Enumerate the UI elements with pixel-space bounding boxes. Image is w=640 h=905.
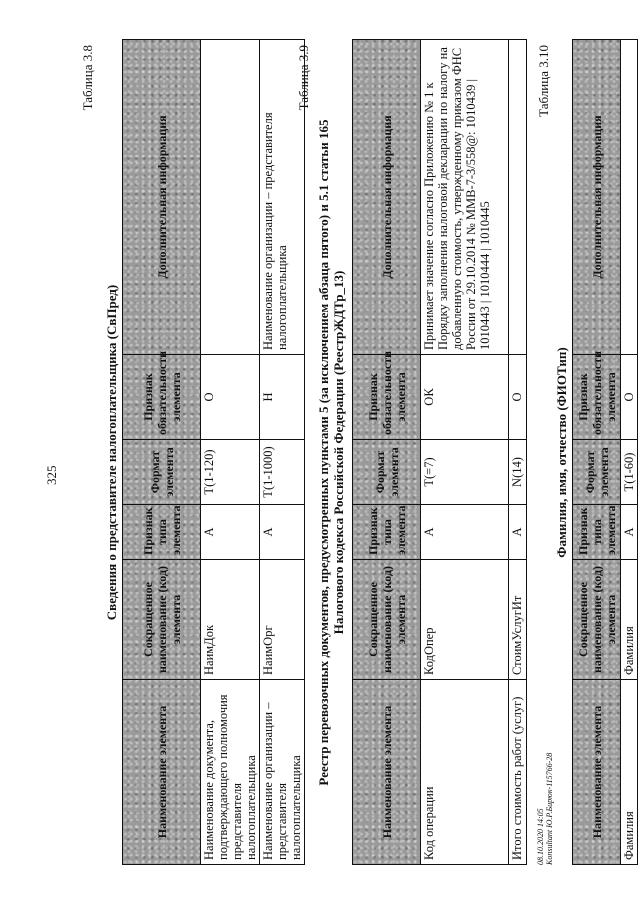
table-3-8-label: Таблица 3.8 bbox=[80, 45, 95, 111]
cell-element-name: Итого стоимость работ (услуг) bbox=[509, 680, 527, 865]
header-cell: Формат элемента bbox=[573, 440, 621, 505]
header-cell: Признак типа элемента bbox=[573, 505, 621, 560]
cell-format: N(14) bbox=[509, 440, 527, 505]
table-3-10 bbox=[572, 39, 638, 865]
header-cell: Наименование элемента bbox=[353, 680, 421, 865]
cell-format: T(1-1000) bbox=[260, 440, 305, 505]
stamp-source: Konsultant Ю.Р.Бирюк-115766-28 bbox=[545, 752, 554, 865]
table-3-8 bbox=[122, 39, 305, 865]
header-cell: Сокращенное наименование (код) элемента bbox=[123, 560, 201, 680]
header-cell: Признак обязательности элемента bbox=[573, 355, 621, 440]
table-row bbox=[201, 40, 260, 865]
cell-required: О bbox=[621, 355, 638, 440]
cell-element-name: Наименование организации – представителя налогоплательщика bbox=[260, 680, 305, 865]
cell-required: ОК bbox=[421, 355, 509, 440]
cell-format: T(=7) bbox=[421, 440, 509, 505]
table-3-9-title-line1: Реестр перевозочных документов, предусмотренных пунктами 5 (за исключением абзаца пятого) и 5.1 статьи 165 bbox=[316, 119, 331, 786]
header-cell: Дополнительная информация bbox=[123, 40, 201, 355]
header-cell: Наименование элемента bbox=[573, 680, 621, 865]
header-cell: Признак типа элемента bbox=[123, 505, 201, 560]
cell-required: Н bbox=[260, 355, 305, 440]
header-cell: Сокращенное наименование (код) элемента bbox=[353, 560, 421, 680]
header-cell: Признак обязательности элемента bbox=[123, 355, 201, 440]
header-cell: Дополнительная информация bbox=[353, 40, 421, 355]
print-stamp bbox=[536, 665, 554, 865]
page-number: 325 bbox=[44, 465, 59, 485]
table-3-9 bbox=[352, 39, 527, 865]
table-3-9-title-line2: Налогового кодекса Российской Федерации (РеестрЖДТр_13) bbox=[331, 270, 346, 635]
cell-type: А bbox=[621, 505, 638, 560]
cell-info bbox=[621, 40, 638, 355]
cell-required: О bbox=[201, 355, 260, 440]
cell-code: КодОпер bbox=[421, 560, 509, 680]
header-cell: Формат элемента bbox=[123, 440, 201, 505]
stamp-date: 08.10.2020 14:05 bbox=[536, 808, 545, 865]
header-cell: Наименование элемента bbox=[123, 680, 201, 865]
cell-element-name: Наименование документа, подтверждающего полномочия представителя налогоплательщика bbox=[201, 680, 260, 865]
table-3-10-label: Таблица 3.10 bbox=[536, 45, 551, 117]
cell-code: НаимДок bbox=[201, 560, 260, 680]
cell-element-name: Фамилия bbox=[621, 680, 638, 865]
cell-type: А bbox=[421, 505, 509, 560]
cell-code: НаимОрг bbox=[260, 560, 305, 680]
header-cell: Признак обязательности элемента bbox=[353, 355, 421, 440]
cell-code: Фамилия bbox=[621, 560, 638, 680]
header-cell: Формат элемента bbox=[353, 440, 421, 505]
table-row bbox=[421, 40, 509, 865]
cell-info: Принимает значение согласно Приложению № 1 к Порядку заполнения налоговой декларации по налогу на добавленную стоимость, утвержденному приказом ФНС России от 29.10.2014 № ММВ-7-3/558@: 1010439 | 1010443 | 1010444 | 1010445 bbox=[421, 40, 509, 355]
cell-type: А bbox=[260, 505, 305, 560]
cell-info bbox=[201, 40, 260, 355]
cell-type: А bbox=[201, 505, 260, 560]
header-cell: Сокращенное наименование (код) элемента bbox=[573, 560, 621, 680]
table-3-8-title: Сведения о представителе налогоплательщика (СвПред) bbox=[104, 284, 119, 621]
cell-format: T(1-120) bbox=[201, 440, 260, 505]
cell-code: СтоимУслугИт bbox=[509, 560, 527, 680]
header-cell: Дополнительная информация bbox=[573, 40, 621, 355]
cell-info bbox=[509, 40, 527, 355]
cell-element-name: Код операции bbox=[421, 680, 509, 865]
header-cell: Признак типа элемента bbox=[353, 505, 421, 560]
cell-required: О bbox=[509, 355, 527, 440]
table-row bbox=[509, 40, 527, 865]
table-3-9-label: Таблица 3.9 bbox=[296, 45, 311, 111]
cell-type: А bbox=[509, 505, 527, 560]
cell-info: Наименование организации – представителя налогоплательщика bbox=[260, 40, 305, 355]
table-row bbox=[621, 40, 638, 865]
cell-format: T(1-60) bbox=[621, 440, 638, 505]
table-3-10-title: Фамилия, имя, отчество (ФИОТип) bbox=[554, 347, 569, 558]
